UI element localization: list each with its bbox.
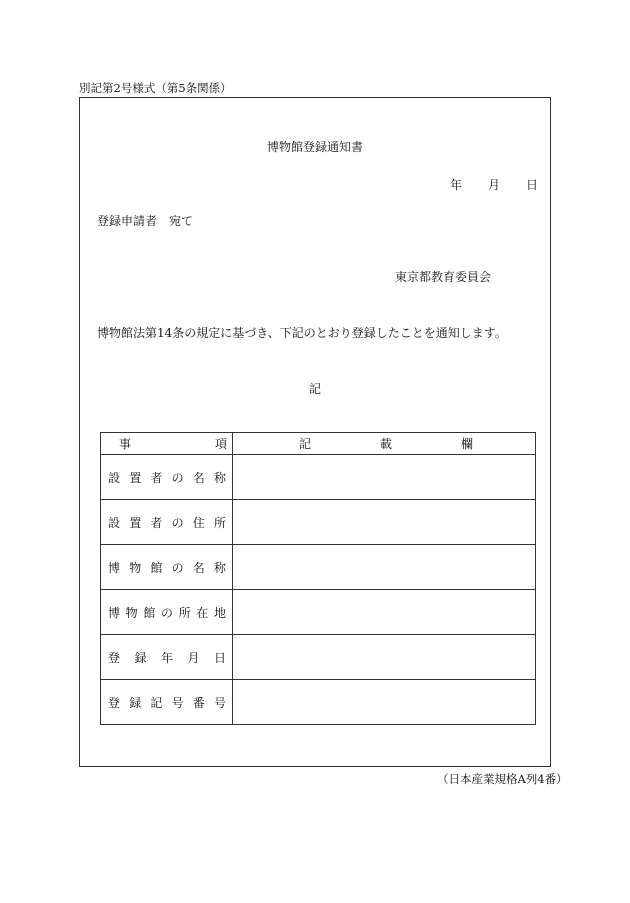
table-row	[101, 635, 536, 680]
row-value-cell[interactable]	[233, 590, 536, 635]
row-label: 登 録 記 号 番 号	[108, 695, 226, 710]
row-value-cell[interactable]	[233, 635, 536, 680]
date-day-label: 日	[526, 178, 539, 192]
header-item	[101, 433, 233, 455]
row-value-cell[interactable]	[233, 455, 536, 500]
row-label: 登 録 年 月 日	[108, 650, 226, 665]
row-label-cell	[101, 455, 233, 500]
date-month-label: 月	[488, 178, 501, 192]
table-row	[101, 455, 536, 500]
table-row	[101, 590, 536, 635]
issuer-name: 東京都教育委員会	[395, 270, 492, 284]
table-body	[101, 455, 536, 725]
row-value-cell[interactable]	[233, 500, 536, 545]
row-label: 設 置 者 の 住 所	[108, 515, 226, 530]
row-label-cell	[101, 545, 233, 590]
registration-table	[100, 432, 536, 725]
row-label-cell	[101, 500, 233, 545]
header-value-text: 記 載 欄	[299, 437, 473, 451]
row-label: 博 物 館 の 所 在 地	[108, 605, 226, 620]
form-label: 別記第2号様式（第5条関係）	[79, 81, 232, 95]
date-line	[450, 176, 538, 193]
row-value-cell[interactable]	[233, 680, 536, 725]
notification-body: 博物館法第14条の規定に基づき、下記のとおり登録したことを通知します。	[97, 326, 507, 340]
row-label-cell	[101, 590, 233, 635]
table-row	[101, 545, 536, 590]
header-item-text: 事 項	[119, 437, 227, 451]
row-value-cell[interactable]	[233, 545, 536, 590]
date-year-label: 年	[450, 178, 463, 192]
document-title: 博物館登録通知書	[266, 140, 363, 154]
row-label-cell	[101, 635, 233, 680]
ki-heading: 記	[308, 382, 321, 396]
row-label: 博 物 館 の 名 称	[108, 560, 226, 575]
table-row	[101, 500, 536, 545]
row-label-cell	[101, 680, 233, 725]
paper-size-note: （日本産業規格A列4番）	[437, 772, 568, 786]
row-label: 設 置 者 の 名 称	[108, 470, 226, 485]
table-header-row	[101, 433, 536, 455]
table-row	[101, 680, 536, 725]
header-value	[233, 433, 536, 455]
addressee: 登録申請者 宛て	[97, 214, 194, 228]
